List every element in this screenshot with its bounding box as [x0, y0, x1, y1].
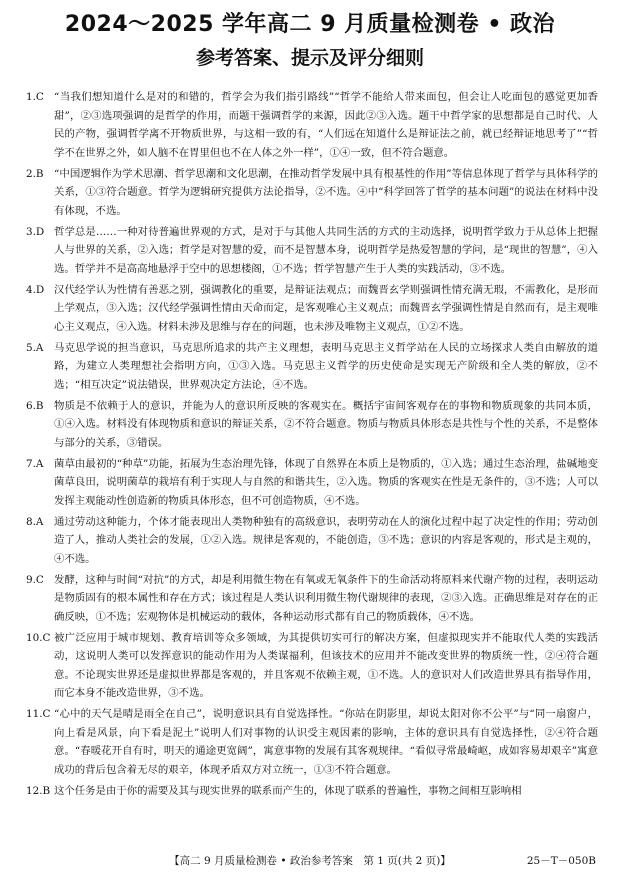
- answer-item: [26, 455, 598, 511]
- answer-number: 11.C: [26, 708, 51, 720]
- answer-explanation: 马克思学说的担当意识，马克思所追求的共产主义理想，表明马克思主义哲学站在人民的立场探求人类自由解放的道路，为建立人类理想社会指明方向，①③入选。马克思主义哲学的历史使命是实现无产阶级和全人类的解放，②不选；“相互决定”说法错误，世界观决定方法论，④不选。: [54, 341, 598, 391]
- page-subtitle: 参考答案、提示及评分细则: [195, 47, 424, 69]
- answer-explanation: 汉代经学认为性情有善恶之别，强调教化的重要，是辩证法观点；而魏晋玄学则强调性情充满无瑕，不需教化，是形而上学观点，③入选；汉代经学强调性情由天命而定，是客观唯心主义观点；而魏晋玄学强调性情是自然而有，是主观唯心主义观点，④入选。材料未涉及思维与存在的问题，也未涉及唯物主义观点，①②不选。: [54, 283, 598, 333]
- page-title: 2024～2025 学年高二 9 月质量检测卷 • 政治: [64, 12, 556, 37]
- answer-explanation: “中国逻辑作为学术思潮、哲学思潮和文化思潮，在推动哲学发展中具有根基性的作用”等信息体现了哲学与具体科学的关系，①③符合题意。哲学为逻辑研究提供方法论指导，②不选。④中“科学回答了哲学的基本问题”的说法在材料中没有体现，不选。: [54, 167, 598, 217]
- answer-item: [26, 513, 598, 569]
- answer-number: 6.B: [26, 399, 44, 412]
- answer-number: 4.D: [26, 283, 45, 296]
- answer-explanation: 物质是不依赖于人的意识，并能为人的意识所反映的客观实在。概括宇宙间客观存在的事物和物质现象的共同本质，①④入选。材料没有体现物质和意识的辩证关系，②不符合题意。物质与物质具体形态是共性与个性的关系，不是整体与部分的关系，③错误。: [54, 399, 598, 449]
- footer-page-info: 【高二 9 月质量检测卷 • 政治参考答案 第 1 页(共 2 页)】: [169, 855, 451, 867]
- answer-item: [26, 705, 598, 779]
- answer-item: [26, 782, 598, 801]
- answer-item: [26, 339, 598, 395]
- answer-item: [26, 223, 598, 279]
- answer-explanation: 通过劳动这种能力，个体才能表现出人类物种独有的高级意识，表明劳动在人的演化过程中起了决定性的作用；劳动创造了人，推动人类社会的发展，①②入选。规律是客观的，不能创造，③不选；意识的内容是客观的，形式是主观的，④不选。: [54, 515, 598, 565]
- answer-item: [26, 397, 598, 453]
- answer-number: 5.A: [26, 341, 44, 354]
- answer-number: 12.B: [26, 784, 51, 797]
- answer-number: 10.C: [26, 631, 51, 644]
- answer-explanation: 菌草由最初的“种草”功能，拓展为生态治理先锋，体现了自然界在本质上是物质的，①入选；通过生态治理，盐碱地变菌草良田，说明菌草的栽培有利于实现人与自然的和谐共生，②入选。物质的客观实在性是无条件的，③不选；人可以发挥主观能动性创造新的物质具体形态，但不可创造物质，④不选。: [54, 457, 598, 507]
- page-footer: [0, 852, 620, 870]
- answer-explanation: 这个任务是由于你的需要及其与现实世界的联系而产生的，体现了联系的普遍性，事物之间相互影响相: [54, 784, 522, 797]
- answer-number: 1.C: [26, 91, 44, 103]
- answer-explanation: “心中的天气是晴是雨全在自己”，说明意识具有自觉选择性。“你站在阴影里，却说太阳对你不公平”与“同一扇窗户，向上看是风景，向下看是泥土”说明人们对事物的认识受主观因素的影响，主体的意识具有自觉选择性，②④符合题意。“春暖花开自有时，明天的通途更宽阔”，寓意事物的发展有其客观规律。“看似寻常最崎岖，成如容易却艰辛”寓意成功的背后包含着无尽的艰辛，体现矛盾双方对立统一，①③不符合题意。: [54, 708, 598, 776]
- answer-list: [26, 88, 598, 803]
- answer-item: [26, 281, 598, 337]
- answer-number: 8.A: [26, 515, 44, 528]
- answer-number: 3.D: [26, 225, 45, 238]
- answer-number: 9.C: [26, 573, 44, 586]
- answer-number: 2.B: [26, 167, 44, 180]
- answer-item: [26, 88, 598, 162]
- answer-item: [26, 165, 598, 221]
- footer-code: 25－T－050B: [526, 855, 596, 867]
- answer-number: 7.A: [26, 457, 44, 470]
- answer-explanation: “当我们想知道什么是对的和错的，哲学会为我们指引路线”“哲学不能给人带来面包，但会让人吃面包的感觉更加香甜”，②③选项强调的是哲学的作用，而题干强调哲学的来源，因此②③入选。题干中哲学家的思想都是自己时代、人民的产物，强调哲学离不开物质世界，与这相一致的有，“人们远在知道什么是辩证法之前，就已经辩证地思考了”“哲学不在世界之外，如人脑不在胃里但也不在人体之外一样”，①④一致，但不符合题意。: [54, 91, 598, 159]
- answer-item: [26, 571, 598, 627]
- answer-explanation: 被广泛应用于城市规划、教育培训等众多领域，为其提供切实可行的解决方案，但虚拟现实并不能取代人类的实践活动，这说明人类可以发挥意识的能动作用为人类谋福利，但该技术的应用并不能改变世界的物质统一性，②④符合题意。不论现实世界还是虚拟世界都是客观的，并且客观不依赖主观，①不选。人的意识对人们改造世界具有指导作用，而它本身不能改造世界，③不选。: [54, 631, 598, 699]
- answer-explanation: 哲学总是……一种对待普遍世界观的方式，是对于与其他人共同生活的方式的主动选择，说明哲学致力于从总体上把握人与世界的关系，②入选；哲学是对智慧的爱，而不是智慧本身，说明哲学是热爱智慧的学问，是“现世的智慧”，④入选。哲学并不是高高地悬浮于空中的思想楼阁，①不选；哲学智慧产生于人类的实践活动，③不选。: [54, 225, 598, 275]
- answer-explanation: 发酵，这种与时间“对抗”的方式，却是利用微生物在有氧或无氧条件下的生命活动将原料来代谢产物的过程，表明运动是物质固有的根本属性和存在方式；该过程是人类认识利用微生物代谢规律的表现，②③入选。正确思维是对存在的正确反映，①不选；宏观物体是机械运动的载体，各种运动形式都有自己的物质载体，④不选。: [54, 573, 598, 623]
- answer-item: [26, 629, 598, 703]
